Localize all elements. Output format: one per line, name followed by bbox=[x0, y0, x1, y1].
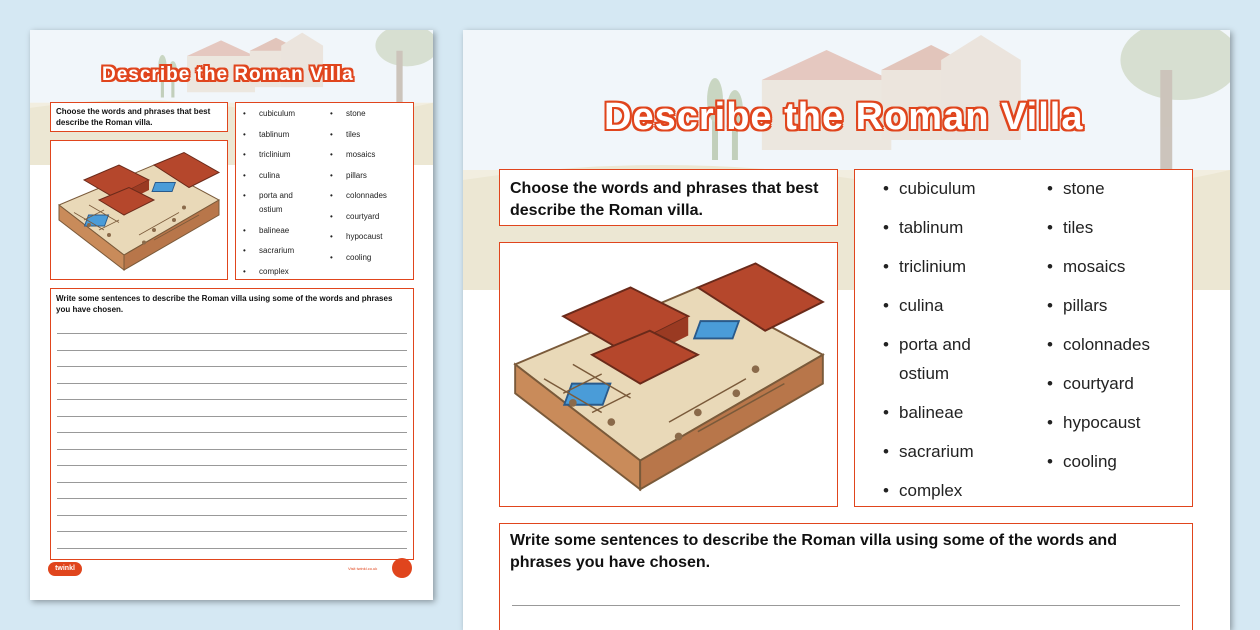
writing-line[interactable] bbox=[57, 366, 407, 367]
worksheet-enlarged bbox=[463, 30, 1230, 630]
word-list-column-2 bbox=[1063, 174, 1183, 486]
word-bank-box bbox=[235, 102, 414, 280]
word-list-column-1 bbox=[899, 174, 1019, 515]
writing-line[interactable] bbox=[57, 333, 407, 334]
word-item: • culina bbox=[259, 169, 315, 183]
villa-illustration bbox=[54, 145, 224, 275]
word-item: • pillars bbox=[346, 169, 402, 183]
writing-line[interactable] bbox=[57, 432, 407, 433]
twinkl-logo: twinkl bbox=[48, 562, 82, 576]
write-instruction: Write some sentences to describe the Roman villa using some of the words and phrases you have chosen. bbox=[510, 532, 1117, 571]
choose-box bbox=[499, 169, 838, 226]
writing-line[interactable] bbox=[57, 383, 407, 384]
word-item: • courtyard bbox=[346, 210, 402, 224]
writing-box bbox=[50, 288, 414, 560]
word-item: • colonnades bbox=[346, 189, 402, 203]
word-item: • triclinium bbox=[899, 252, 1019, 281]
choose-box bbox=[50, 102, 228, 132]
footer-badge-icon bbox=[392, 558, 412, 578]
word-item: • cooling bbox=[1063, 447, 1183, 476]
word-item: • cubiculum bbox=[899, 174, 1019, 203]
word-item: • hypocaust bbox=[346, 230, 402, 244]
writing-line[interactable] bbox=[512, 605, 1180, 606]
word-item: • sacrarium bbox=[899, 437, 1019, 466]
word-item: • tiles bbox=[346, 128, 402, 142]
word-list-column-1 bbox=[259, 107, 315, 285]
word-item: • tablinum bbox=[259, 128, 315, 142]
word-item: • tablinum bbox=[899, 213, 1019, 242]
choose-instruction: Choose the words and phrases that best describe the Roman villa. bbox=[510, 180, 819, 219]
worksheet-thumbnail bbox=[30, 30, 433, 600]
word-item: • culina bbox=[899, 291, 1019, 320]
word-item: • complex bbox=[259, 265, 315, 279]
word-item: • cooling bbox=[346, 251, 402, 265]
word-item: • stone bbox=[1063, 174, 1183, 203]
word-bank-box bbox=[854, 169, 1193, 507]
footer-text: Visit twinkl.co.uk bbox=[348, 566, 378, 571]
word-item: • complex bbox=[899, 476, 1019, 505]
word-item: • hypocaust bbox=[1063, 408, 1183, 437]
word-item: • tiles bbox=[1063, 213, 1183, 242]
word-item: • porta and ostium bbox=[259, 189, 315, 217]
word-item: • colonnades bbox=[1063, 330, 1183, 359]
villa-image-box bbox=[50, 140, 228, 280]
page-title: Describe the Roman Villa bbox=[102, 64, 354, 85]
page-title: Describe the Roman Villa bbox=[604, 96, 1084, 138]
writing-line[interactable] bbox=[57, 449, 407, 450]
villa-illustration bbox=[504, 249, 834, 499]
writing-line[interactable] bbox=[57, 548, 407, 549]
writing-line[interactable] bbox=[57, 399, 407, 400]
writing-line[interactable] bbox=[57, 482, 407, 483]
word-item: • porta and ostium bbox=[899, 330, 1019, 388]
word-item: • pillars bbox=[1063, 291, 1183, 320]
writing-box bbox=[499, 523, 1193, 630]
villa-image-box bbox=[499, 242, 838, 507]
word-item: • sacrarium bbox=[259, 244, 315, 258]
word-item: • balineae bbox=[259, 224, 315, 238]
word-item: • balineae bbox=[899, 398, 1019, 427]
writing-line[interactable] bbox=[57, 498, 407, 499]
writing-line[interactable] bbox=[57, 416, 407, 417]
writing-line[interactable] bbox=[57, 350, 407, 351]
word-item: • mosaics bbox=[346, 148, 402, 162]
word-item: • courtyard bbox=[1063, 369, 1183, 398]
writing-line[interactable] bbox=[57, 465, 407, 466]
word-item: • triclinium bbox=[259, 148, 315, 162]
writing-line[interactable] bbox=[57, 515, 407, 516]
word-item: • cubiculum bbox=[259, 107, 315, 121]
word-item: • stone bbox=[346, 107, 402, 121]
choose-instruction: Choose the words and phrases that best describe the Roman villa. bbox=[56, 107, 211, 127]
word-list-column-2 bbox=[346, 107, 402, 271]
writing-line[interactable] bbox=[57, 531, 407, 532]
write-instruction: Write some sentences to describe the Roman villa using some of the words and phrases you have chosen. bbox=[56, 294, 393, 314]
word-item: • mosaics bbox=[1063, 252, 1183, 281]
